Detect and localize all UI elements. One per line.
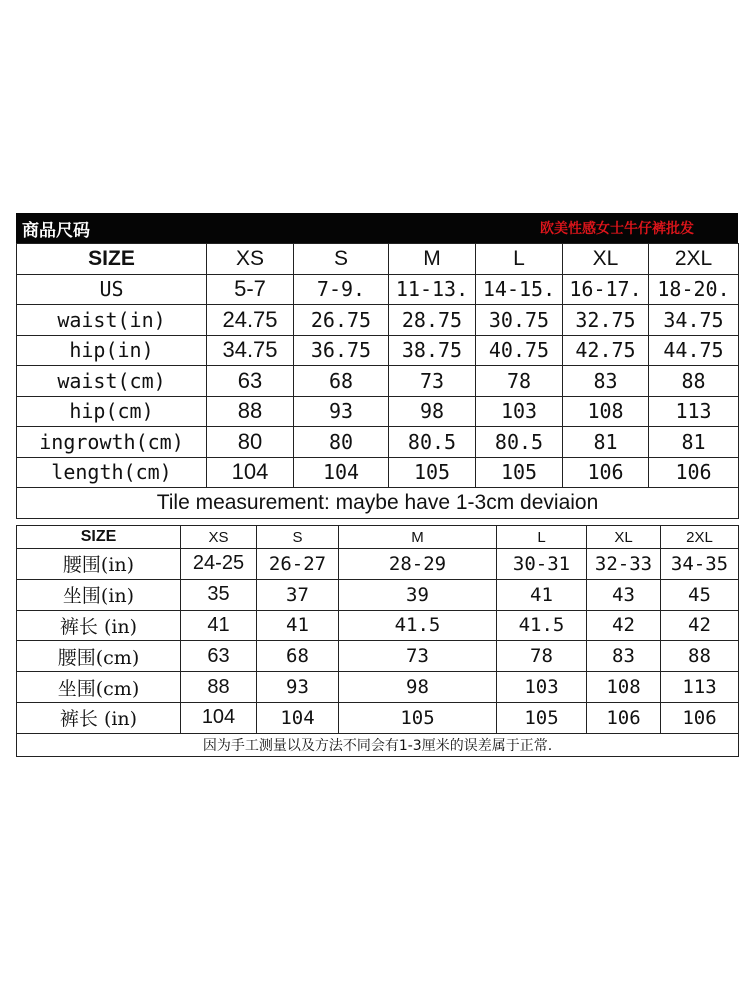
table-cell: 24-25 bbox=[181, 549, 257, 580]
header-title: 商品尺码 bbox=[22, 220, 90, 241]
row-label: 坐围(cm) bbox=[17, 672, 181, 703]
table-cell: 103 bbox=[476, 396, 563, 427]
table-cell: 73 bbox=[389, 366, 476, 397]
table-cell: 41 bbox=[181, 610, 257, 641]
size-column-header: M bbox=[389, 244, 476, 275]
table-cell: 16-17. bbox=[563, 274, 649, 305]
table-row bbox=[17, 672, 739, 703]
size-column-header: L bbox=[476, 244, 563, 275]
table-cell: 88 bbox=[649, 366, 739, 397]
table-cell: 83 bbox=[563, 366, 649, 397]
table-row bbox=[17, 366, 739, 397]
size-label: SIZE bbox=[17, 526, 181, 549]
table-row bbox=[17, 335, 739, 366]
table-row bbox=[17, 549, 739, 580]
table-cell: 106 bbox=[661, 702, 739, 733]
table-cell: 11-13. bbox=[389, 274, 476, 305]
table-cell: 80.5 bbox=[389, 427, 476, 458]
table-cell: 78 bbox=[497, 641, 587, 672]
size-column-header: 2XL bbox=[649, 244, 739, 275]
table-cell: 106 bbox=[587, 702, 661, 733]
table-cell: 7-9. bbox=[294, 274, 389, 305]
table-cell: 28.75 bbox=[389, 305, 476, 336]
table-cell: 78 bbox=[476, 366, 563, 397]
table-cell: 104 bbox=[257, 702, 339, 733]
row-label: 裤长 (in) bbox=[17, 702, 181, 733]
size-column-header: XS bbox=[207, 244, 294, 275]
table-cell: 88 bbox=[207, 396, 294, 427]
table-cell: 88 bbox=[181, 672, 257, 703]
table-cell: 32-33 bbox=[587, 549, 661, 580]
table-cell: 36.75 bbox=[294, 335, 389, 366]
table-row bbox=[17, 427, 739, 458]
table-cell: 80.5 bbox=[476, 427, 563, 458]
row-label: waist(cm) bbox=[17, 366, 207, 397]
table-cell: 28-29 bbox=[339, 549, 497, 580]
table-cell: 14-15. bbox=[476, 274, 563, 305]
row-label: ingrowth(cm) bbox=[17, 427, 207, 458]
measurement-note: 因为手工测量以及方法不同会有1-3厘米的误差属于正常. bbox=[17, 733, 739, 756]
row-label: 坐围(in) bbox=[17, 579, 181, 610]
table-cell: 68 bbox=[294, 366, 389, 397]
table-row bbox=[17, 641, 739, 672]
header-subtitle: 欧美性感女士牛仔裤批发 bbox=[540, 221, 694, 237]
table-cell: 98 bbox=[389, 396, 476, 427]
table-cell: 40.75 bbox=[476, 335, 563, 366]
note-row bbox=[17, 488, 739, 519]
table-cell: 5-7 bbox=[207, 274, 294, 305]
table-cell: 80 bbox=[207, 427, 294, 458]
table-cell: 103 bbox=[497, 672, 587, 703]
table-cell: 93 bbox=[257, 672, 339, 703]
size-chart-header bbox=[16, 213, 738, 243]
table-cell: 98 bbox=[339, 672, 497, 703]
size-table-english bbox=[16, 243, 739, 519]
table-cell: 81 bbox=[649, 427, 739, 458]
table-row bbox=[17, 457, 739, 488]
row-label: hip(in) bbox=[17, 335, 207, 366]
note-row bbox=[17, 733, 739, 756]
table-cell: 108 bbox=[587, 672, 661, 703]
table-row bbox=[17, 579, 739, 610]
row-label: 腰围(cm) bbox=[17, 641, 181, 672]
table-cell: 42 bbox=[661, 610, 739, 641]
table-cell: 32.75 bbox=[563, 305, 649, 336]
size-chart bbox=[16, 213, 738, 757]
table-cell: 18-20. bbox=[649, 274, 739, 305]
size-column-header: XS bbox=[181, 526, 257, 549]
row-label: 裤长 (in) bbox=[17, 610, 181, 641]
size-label: SIZE bbox=[17, 244, 207, 275]
table-cell: 34.75 bbox=[207, 335, 294, 366]
table-row bbox=[17, 396, 739, 427]
table-cell: 30.75 bbox=[476, 305, 563, 336]
table-cell: 34-35 bbox=[661, 549, 739, 580]
table-cell: 41 bbox=[497, 579, 587, 610]
table-cell: 30-31 bbox=[497, 549, 587, 580]
table-row bbox=[17, 610, 739, 641]
size-column-header: L bbox=[497, 526, 587, 549]
table-cell: 104 bbox=[294, 457, 389, 488]
table-cell: 105 bbox=[497, 702, 587, 733]
table-cell: 93 bbox=[294, 396, 389, 427]
size-column-header: XL bbox=[587, 526, 661, 549]
table-cell: 81 bbox=[563, 427, 649, 458]
size-column-header: 2XL bbox=[661, 526, 739, 549]
table-cell: 42 bbox=[587, 610, 661, 641]
table-cell: 44.75 bbox=[649, 335, 739, 366]
row-label: 腰围(in) bbox=[17, 549, 181, 580]
table-row bbox=[17, 305, 739, 336]
table-cell: 63 bbox=[181, 641, 257, 672]
table-cell: 68 bbox=[257, 641, 339, 672]
table-cell: 39 bbox=[339, 579, 497, 610]
table-cell: 38.75 bbox=[389, 335, 476, 366]
table-cell: 37 bbox=[257, 579, 339, 610]
table-cell: 41.5 bbox=[339, 610, 497, 641]
table-cell: 105 bbox=[389, 457, 476, 488]
size-column-header: S bbox=[257, 526, 339, 549]
table-cell: 26-27 bbox=[257, 549, 339, 580]
row-label: hip(cm) bbox=[17, 396, 207, 427]
table-cell: 41.5 bbox=[497, 610, 587, 641]
table-cell: 105 bbox=[339, 702, 497, 733]
table-cell: 108 bbox=[563, 396, 649, 427]
table-cell: 45 bbox=[661, 579, 739, 610]
size-header-row bbox=[17, 526, 739, 549]
table-cell: 63 bbox=[207, 366, 294, 397]
size-table-chinese bbox=[16, 525, 739, 757]
table-cell: 73 bbox=[339, 641, 497, 672]
table-cell: 43 bbox=[587, 579, 661, 610]
table-cell: 104 bbox=[207, 457, 294, 488]
table-cell: 88 bbox=[661, 641, 739, 672]
table-cell: 106 bbox=[649, 457, 739, 488]
table-cell: 80 bbox=[294, 427, 389, 458]
row-label: waist(in) bbox=[17, 305, 207, 336]
table-cell: 83 bbox=[587, 641, 661, 672]
table-cell: 113 bbox=[661, 672, 739, 703]
measurement-note: Tile measurement: maybe have 1-3cm deviaion bbox=[17, 488, 739, 519]
table-cell: 24.75 bbox=[207, 305, 294, 336]
table-cell: 35 bbox=[181, 579, 257, 610]
row-label: US bbox=[17, 274, 207, 305]
table-cell: 26.75 bbox=[294, 305, 389, 336]
row-label: length(cm) bbox=[17, 457, 207, 488]
table-cell: 104 bbox=[181, 702, 257, 733]
size-column-header: M bbox=[339, 526, 497, 549]
table-cell: 105 bbox=[476, 457, 563, 488]
table-cell: 106 bbox=[563, 457, 649, 488]
table-cell: 34.75 bbox=[649, 305, 739, 336]
size-column-header: S bbox=[294, 244, 389, 275]
table-row bbox=[17, 702, 739, 733]
table-row bbox=[17, 274, 739, 305]
size-column-header: XL bbox=[563, 244, 649, 275]
table-cell: 42.75 bbox=[563, 335, 649, 366]
table-cell: 113 bbox=[649, 396, 739, 427]
table-cell: 41 bbox=[257, 610, 339, 641]
size-header-row bbox=[17, 244, 739, 275]
